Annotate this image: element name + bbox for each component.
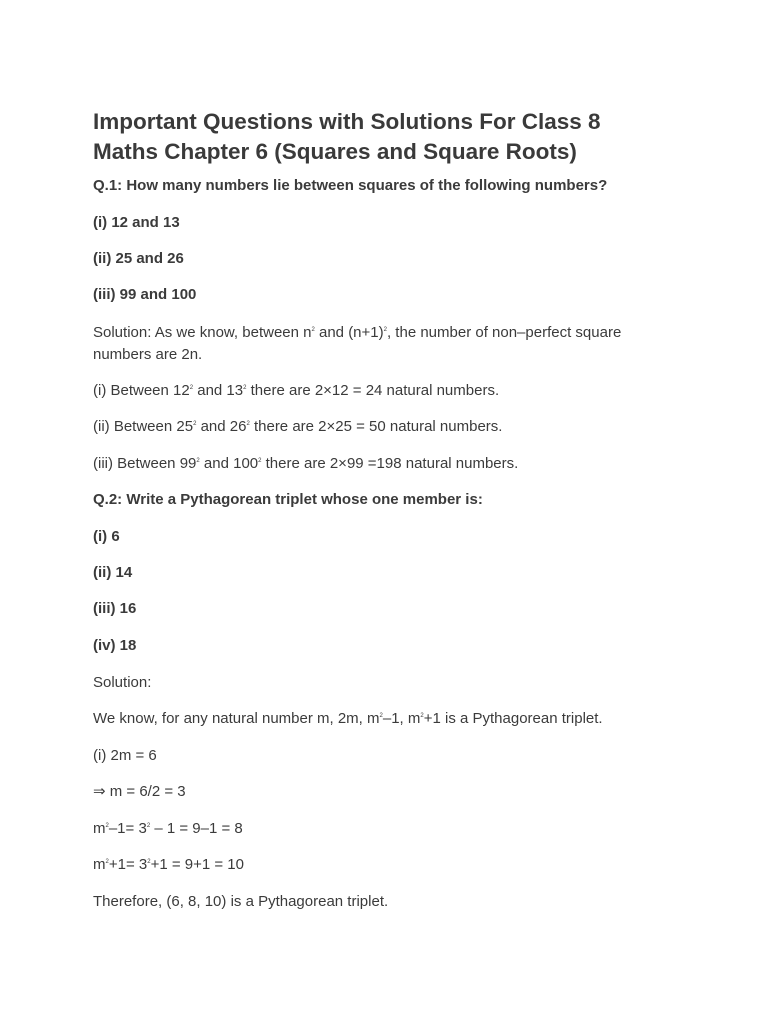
q2-part-ii: (ii) 14 (93, 564, 133, 581)
superscript: 2 (379, 713, 383, 719)
q2-part-iii: (iii) 16 (93, 600, 137, 617)
superscript: 2 (258, 458, 262, 464)
q1-solution-i-b: and 13 (193, 382, 244, 399)
q2-part-iv: (iv) 18 (93, 637, 137, 654)
q2-know-statement (93, 708, 673, 730)
superscript: 2 (146, 823, 151, 829)
superscript: 2 (383, 327, 387, 333)
superscript: 2 (246, 421, 250, 427)
q1-part-ii: (ii) 25 and 26 (93, 250, 184, 267)
q2-step4-a: m (93, 856, 106, 873)
superscript: 2 (420, 713, 424, 719)
q1-solution-text-b: and (n+1) (314, 324, 384, 341)
superscript: 2 (243, 385, 247, 391)
q1-solution-iii-b: and 100 (199, 455, 259, 472)
superscript: 2 (147, 859, 151, 865)
q1-solution-text-a: Solution: As we know, between n (93, 324, 312, 341)
superscript: 2 (193, 421, 197, 427)
q2-step4-b: +1= 3 (108, 856, 148, 873)
q1-part-iii: (iii) 99 and 100 (93, 286, 197, 303)
q2-step1: (i) 2m = 6 (93, 747, 157, 764)
superscript: 2 (105, 823, 109, 829)
q1-solution-i-a: (i) Between 12 (93, 382, 190, 399)
q1-solution-ii (93, 416, 673, 438)
q2-step3-b: –1= 3 (108, 820, 147, 837)
q1-solution-ii-b: and 26 (196, 418, 247, 435)
q2-step3-a: m (93, 820, 106, 837)
q1-part-i: (i) 12 and 13 (93, 214, 180, 231)
page-title-line1: Important Questions with Solutions For Class 8 (93, 109, 601, 134)
q2-solution-label: Solution: (93, 674, 152, 691)
q1-solution-iii-c: there are 2×99 =198 natural numbers. (261, 455, 519, 472)
q2-know-c: +1 is a Pythagorean triplet. (423, 710, 603, 727)
q2-step3 (93, 818, 673, 840)
superscript: 2 (311, 327, 315, 333)
superscript: 2 (189, 385, 194, 391)
q2-question: Q.2: Write a Pythagorean triplet whose one member is: (93, 491, 483, 508)
q1-question: Q.1: How many numbers lie between squares of the following numbers? (93, 177, 608, 194)
q1-solution-iii (93, 453, 673, 475)
q2-conclusion: Therefore, (6, 8, 10) is a Pythagorean triplet. (93, 893, 389, 910)
page-title (93, 107, 693, 167)
q2-step3-c: – 1 = 9–1 = 8 (150, 820, 243, 837)
q1-solution-text-c: , the number of non–perfect square (386, 324, 622, 341)
q1-solution-i-c: there are 2×12 = 24 natural numbers. (246, 382, 500, 399)
superscript: 2 (105, 859, 109, 865)
q2-part-i: (i) 6 (93, 528, 120, 545)
q1-solution (93, 322, 673, 366)
q2-step2: ⇒ m = 6/2 = 3 (93, 783, 186, 800)
q1-solution-ii-a: (ii) Between 25 (93, 418, 194, 435)
document-page (93, 107, 693, 173)
q1-solution-line2: numbers are 2n. (93, 346, 203, 363)
superscript: 2 (196, 458, 200, 464)
page-title-line2: Maths Chapter 6 (Squares and Square Roots) (93, 139, 577, 164)
q1-solution-i (93, 380, 673, 402)
q2-know-b: –1, m (382, 710, 421, 727)
q2-know-a: We know, for any natural number m, 2m, m (93, 710, 380, 727)
q1-solution-iii-a: (iii) Between 99 (93, 455, 197, 472)
q2-step4 (93, 854, 673, 876)
q2-step4-c: +1 = 9+1 = 10 (150, 856, 244, 873)
q1-solution-ii-c: there are 2×25 = 50 natural numbers. (249, 418, 503, 435)
